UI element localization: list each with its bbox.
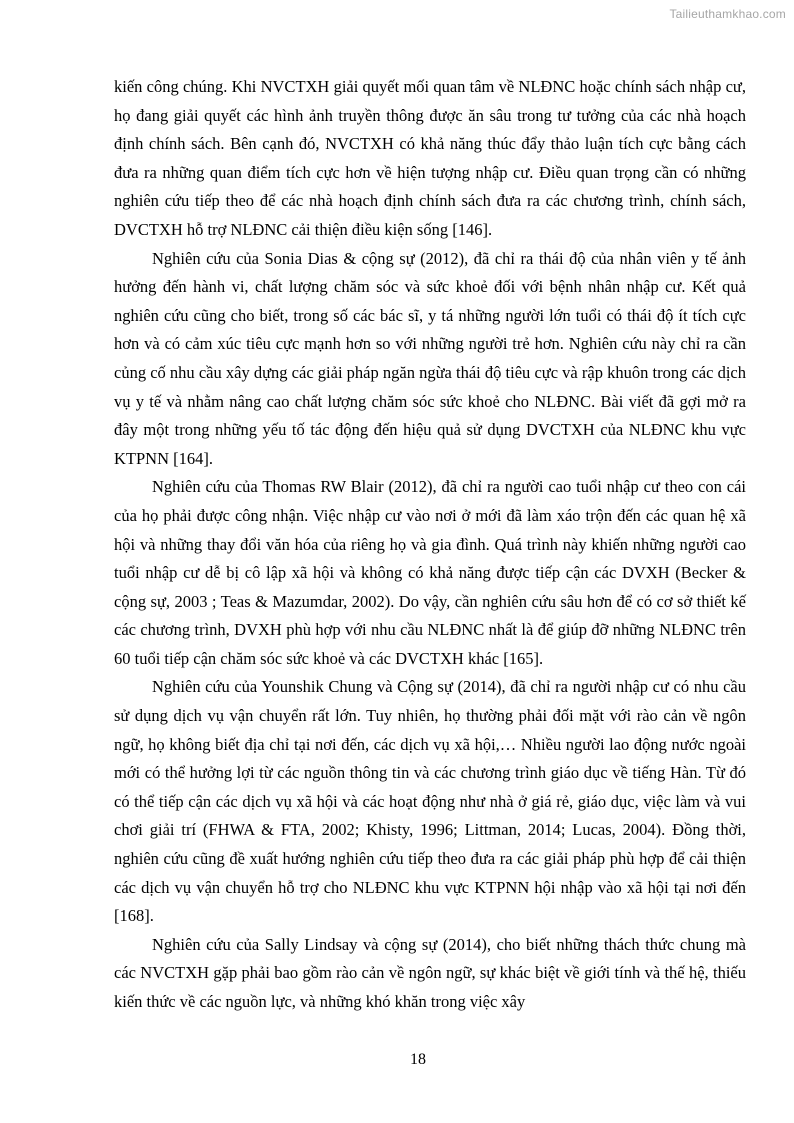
watermark-text: Tailieuthamkhao.com xyxy=(669,7,786,21)
paragraph-thomas-blair: Nghiên cứu của Thomas RW Blair (2012), đã chỉ ra người cao tuổi nhập cư theo con cái của họ phải được công nhận. Việc nhập cư vào nơi ở mới đã làm xáo trộn đến các quan hệ xã hội và những thay đổi văn hóa của riêng họ và gia đình. Quá trình này khiến những người cao tuổi nhập cư dễ bị cô lập xã hội và không có khả năng được tiếp cận các DVXH (Becker & cộng sự, 2003 ; Teas & Mazumdar, 2002). Do vậy, cần nghiên cứu sâu hơn để có cơ sở thiết kế các chương trình, DVXH phù hợp với nhu cầu NLĐNC nhất là để giúp đỡ những NLĐNC trên 60 tuổi tiếp cận chăm sóc sức khoẻ và các DVCTXH khác [165]. xyxy=(114,477,746,668)
page-body xyxy=(114,73,746,1017)
paragraph-younshik-chung: Nghiên cứu của Younshik Chung và Cộng sự (2014), đã chỉ ra người nhập cư có nhu cầu sử dụng dịch vụ vận chuyển rất lớn. Tuy nhiên, họ thường phải đối mặt với rào cản về ngôn ngữ, họ không biết địa chỉ tại nơi đến, các dịch vụ xã hội,… Nhiều người lao động nước ngoài mới có thể hưởng lợi từ các nguồn thông tin và các chương trình giáo dục về tiếng Hàn. Từ đó có thể tiếp cận các dịch vụ xã hội và các hoạt động như nhà ở giá rẻ, giáo dục, việc làm và vui chơi giải trí (FHWA & FTA, 2002; Khisty, 1996; Littman, 2014; Lucas, 2004). Đồng thời, nghiên cứu cũng đề xuất hướng nghiên cứu tiếp theo đưa ra các giải pháp phù hợp để cải thiện các dịch vụ vận chuyển hỗ trợ cho NLĐNC khu vực KTPNN hội nhập vào xã hội tại nơi đến [168]. xyxy=(114,677,746,926)
page-number: 18 xyxy=(410,1051,426,1068)
paragraph-sally-lindsay: Nghiên cứu của Sally Lindsay và cộng sự (2014), cho biết những thách thức chung mà các NVCTXH gặp phải bao gồm rào cản về ngôn ngữ, sự khác biệt về giới tính và thế hệ, thiếu kiến thức về các nguồn lực, và những khó khăn trong việc xây xyxy=(114,934,746,1011)
paragraph-sonia-dias: Nghiên cứu của Sonia Dias & cộng sự (2012), đã chỉ ra thái độ của nhân viên y tế ảnh hưởng đến hành vi, chất lượng chăm sóc và sức khoẻ đối với bệnh nhân nhập cư. Kết quả nghiên cứu cũng cho biết, trong số các bác sĩ, y tá những người lớn tuổi có thái độ ít tích cực hơn và có cảm xúc tiêu cực mạnh hơn so với những người trẻ hơn. Nghiên cứu này chỉ ra cần củng cố nhu cầu xây dựng các giải pháp ngăn ngừa thái độ tiêu cực và rập khuôn trong các dịch vụ y tế và nhằm nâng cao chất lượng chăm sóc sức khoẻ cho NLĐNC. Bài viết đã gợi mở ra đây một trong những yếu tố tác động đến hiệu quả sử dụng DVCTXH của NLĐNC khu vực KTPNN [164]. xyxy=(114,248,746,468)
paragraph-continuation: kiến công chúng. Khi NVCTXH giải quyết mối quan tâm về NLĐNC hoặc chính sách nhập cư, họ đang giải quyết các hình ảnh truyền thông được ăn sâu trong tư tưởng của các nhà hoạch định chính sách. Bên cạnh đó, NVCTXH có khả năng thúc đẩy thảo luận tích cực bằng cách đưa ra những quan điểm tích cực hơn về hiện tượng nhập cư. Điều quan trọng cần có những nghiên cứu tiếp theo để các nhà hoạch định chính sách đưa ra các chương trình, chính sách, DVCTXH hỗ trợ NLĐNC cải thiện điều kiện sống [146]. xyxy=(114,77,746,239)
